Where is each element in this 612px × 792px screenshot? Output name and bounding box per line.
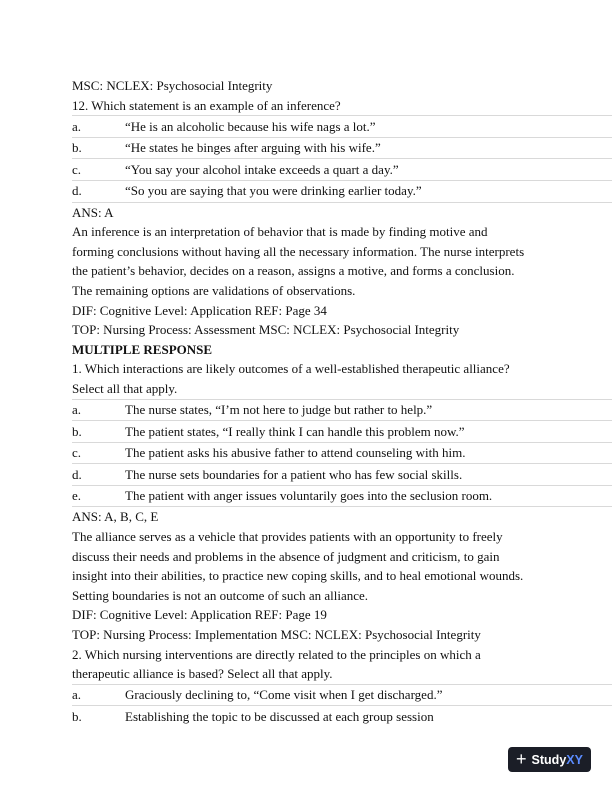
option-letter: d. <box>72 183 82 199</box>
option-row <box>72 464 612 486</box>
question-mr2-stem: 2. Which nursing interventions are directly related to the principles on which a therapeutic alliance is based? Select all that apply. <box>72 646 481 682</box>
option-text: “You say your alcohol intake exceeds a quart a day.” <box>125 161 399 177</box>
option-letter: b. <box>72 140 82 156</box>
option-letter: c. <box>72 161 82 177</box>
option-letter: d. <box>72 466 82 482</box>
question-mr1-stem: 1. Which interactions are likely outcomes of a well-established therapeutic alliance? Select all that apply. <box>72 361 510 396</box>
question-mr2-options <box>72 684 612 727</box>
option-row <box>72 138 612 160</box>
difficulty: DIF: Cognitive Level: Application REF: Page 34 <box>72 302 327 318</box>
brand-main: Study <box>531 752 567 767</box>
option-text: The patient with anger issues voluntarily goes into the seclusion room. <box>125 488 493 504</box>
option-letter: b. <box>72 708 82 724</box>
option-row <box>72 443 612 465</box>
option-text: The nurse states, “I’m not here to judge but rather to help.” <box>125 402 433 417</box>
option-text: The patient asks his abusive father to attend counseling with him. <box>125 445 466 461</box>
studyxy-watermark-badge[interactable] <box>508 747 591 772</box>
option-text: Establishing the topic to be discussed at each group session <box>125 708 434 724</box>
option-letter: b. <box>72 423 82 439</box>
plus-icon: + <box>516 748 527 769</box>
option-letter: a. <box>72 402 82 417</box>
option-letter: a. <box>72 118 82 134</box>
difficulty: DIF: Cognitive Level: Application REF: Page 19 <box>72 607 327 623</box>
option-text: The patient states, “I really think I can handle this problem now.” <box>125 423 465 439</box>
option-row <box>72 706 612 727</box>
option-letter: e. <box>72 488 82 504</box>
option-row <box>72 486 612 508</box>
brand-accent: XY <box>566 752 583 767</box>
answer: ANS: A <box>72 204 114 220</box>
option-text: “He states he binges after arguing with his wife.” <box>125 140 381 156</box>
option-letter: a. <box>72 687 82 703</box>
option-row <box>72 684 612 707</box>
rationale: The alliance serves as a vehicle that provides patients with an opportunity to freely discuss their needs and problems in the absence of judgment and criticism, to gain insight into their abilities, to practice new coping skills, and to heal emotional wounds. Setting boundaries is not an outcome of such an alliance. <box>72 529 524 603</box>
topic: TOP: Nursing Process: Assessment MSC: NCLEX: Psychosocial Integrity <box>72 322 460 338</box>
msc-top: MSC: NCLEX: Psychosocial Integrity <box>72 78 273 93</box>
question-mr1-options <box>72 399 612 508</box>
option-row <box>72 421 612 443</box>
option-text: “So you are saying that you were drinking earlier today.” <box>125 183 422 199</box>
option-row <box>72 159 612 181</box>
section-heading: MULTIPLE RESPONSE <box>72 341 213 357</box>
question-12-options <box>72 115 612 202</box>
rationale: An inference is an interpretation of behavior that is made by finding motive and forming conclusions without having all the necessary information. The nurse interprets the patient’s behavior, decides on a reason, assigns a motive, and forms a conclusion. The remaining options are validations of observations. <box>72 224 525 298</box>
option-row <box>72 181 612 203</box>
option-text: Graciously declining to, “Come visit when I get discharged.” <box>125 687 443 703</box>
option-row <box>72 399 612 422</box>
answer: ANS: A, B, C, E <box>72 509 159 525</box>
topic: TOP: Nursing Process: Implementation MSC: NCLEX: Psychosocial Integrity <box>72 627 481 643</box>
question-12-stem: 12. Which statement is an example of an inference? <box>72 97 341 113</box>
option-text: The nurse sets boundaries for a patient who has few social skills. <box>125 466 463 482</box>
option-row <box>72 115 612 138</box>
option-text: “He is an alcoholic because his wife nags a lot.” <box>125 118 376 134</box>
option-letter: c. <box>72 445 82 461</box>
document-page <box>72 76 612 727</box>
